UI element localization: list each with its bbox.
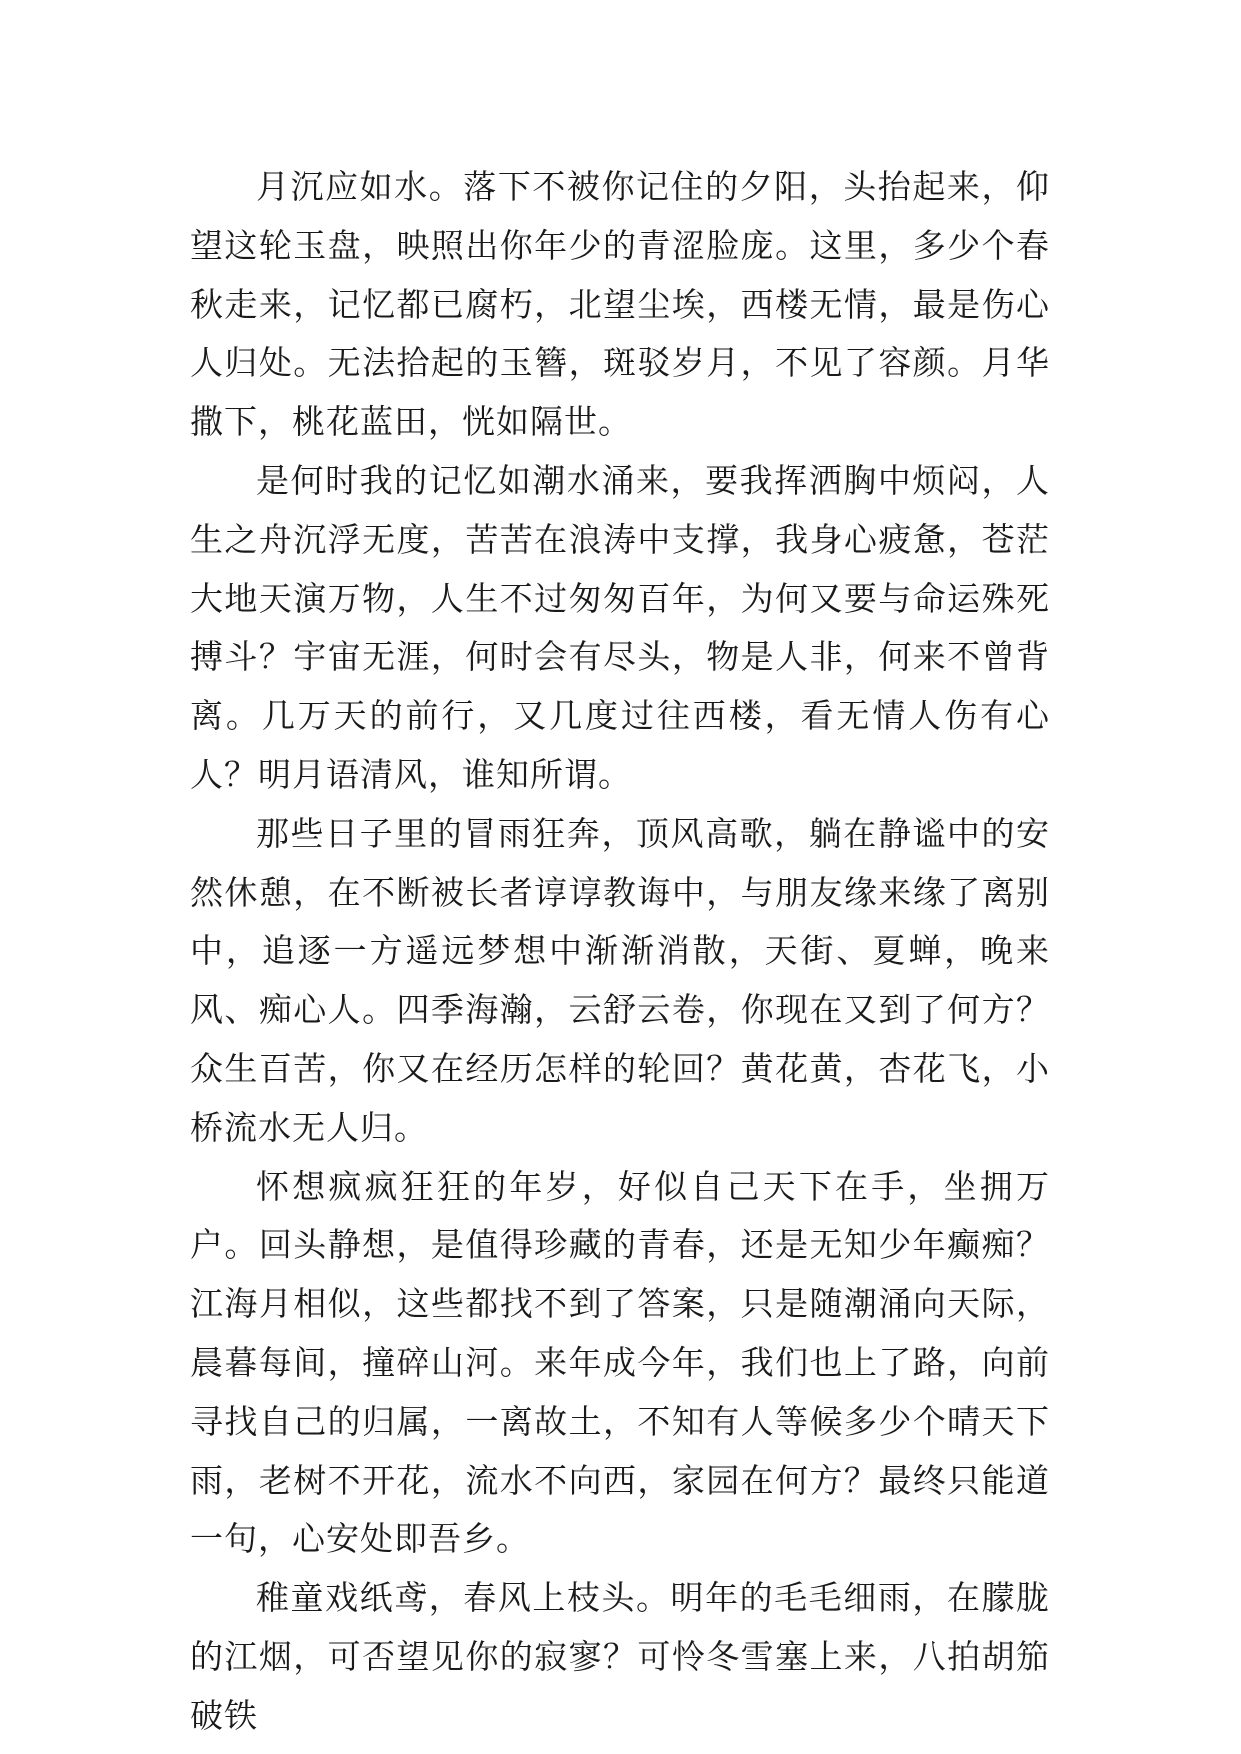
paragraph-5: 稚童戏纸鸢，春风上枝头。明年的毛毛细雨，在朦胧的江烟，可否望见你的寂寥？可怜冬雪塞上来，八拍胡笳破铁 xyxy=(190,1578,1050,1735)
paragraph-4: 怀想疯疯狂狂的年岁，好似自己天下在手，坐拥万户。回头静想，是值得珍藏的青春，还是无知少年癫痴？江海月相似，这些都找不到了答案，只是随潮涌向天际，晨暮每间，撞碎山河。来年成今年，我们也上了路，向前寻找自己的归属，一离故土，不知有人等候多少个晴天下雨，老树不开花，流水不向西，家园在何方？最终只能道一句，心安处即吾乡。 xyxy=(190,1166,1050,1559)
paragraph-1: 月沉应如水。落下不被你记住的夕阳，头抬起来，仰望这轮玉盘，映照出你年少的青涩脸庞。这里，多少个春秋走来，记忆都已腐朽，北望尘埃，西楼无情，最是伤心人归处。无法拾起的玉簪，斑驳岁月，不见了容颜。月华撒下，桃花蓝田，恍如隔世。 xyxy=(190,167,1050,442)
document-body xyxy=(190,158,1050,1746)
paragraph-3: 那些日子里的冒雨狂奔，顶风高歌，躺在静谧中的安然休憩，在不断被长者谆谆教诲中，与朋友缘来缘了离别中，追逐一方遥远梦想中渐渐消散，天街、夏蝉，晚来风、痴心人。四季海瀚，云舒云卷，你现在又到了何方？众生百苦，你又在经历怎样的轮回？黄花黄，杏花飞，小桥流水无人归。 xyxy=(190,813,1050,1147)
paragraph-2: 是何时我的记忆如潮水涌来，要我挥洒胸中烦闷，人生之舟沉浮无度，苦苦在浪涛中支撑，我身心疲惫，苍茫大地天演万物，人生不过匆匆百年，为何又要与命运殊死搏斗？宇宙无涯，何时会有尽头，物是人非，何来不曾背离。几万天的前行，又几度过往西楼，看无情人伤有心人？明月语清风，谁知所谓。 xyxy=(190,460,1050,794)
